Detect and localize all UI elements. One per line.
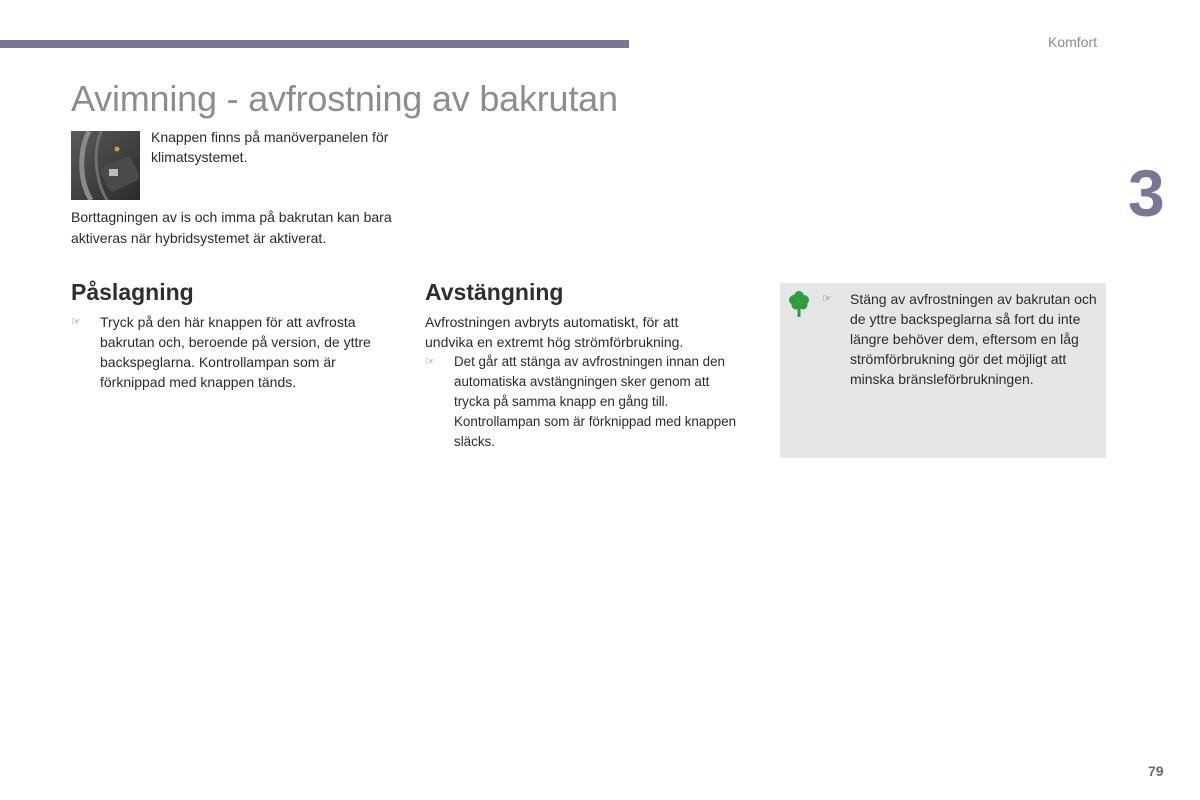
eco-tip-bullet <box>822 289 1102 389</box>
pointing-hand-icon: ☞ <box>822 293 832 305</box>
deactivation-bullet <box>425 352 745 452</box>
deactivation-heading: Avstängning <box>425 279 564 305</box>
page-title: Avimning - avfrostning av bakrutan <box>71 78 618 119</box>
chapter-number: 3 <box>1128 156 1165 230</box>
deactivation-bullet-text: Det går att stänga av avfrostningen innan den automatiska avstängningen sker genom att trycka på samma knapp en gång till. Kontrollampan som är förknippad med knappen släcks. <box>454 354 737 449</box>
eco-tip-text: Stäng av avfrostningen av bakrutan och de yttre backspeglarna så fort du inte längre behöver dem, eftersom en låg strömförbrukning gör det möjligt att minska bränsleförbrukningen. <box>850 291 1097 387</box>
header-accent-bar <box>0 40 629 48</box>
activation-heading: Påslagning <box>71 279 194 305</box>
defrost-button-photo <box>71 131 140 200</box>
tree-icon <box>788 291 810 317</box>
activation-bullet <box>71 312 401 392</box>
section-title: Komfort <box>1048 34 1098 50</box>
eco-tip-box <box>780 283 1106 458</box>
page-number: 79 <box>1148 763 1164 779</box>
activation-bullet-text: Tryck på den här knappen för att avfrosta bakrutan och, beroende på version, de yttre backspeglarna. Kontrollampan som är förknippad med knappen tänds. <box>100 314 371 390</box>
deactivation-intro: Avfrostningen avbryts automatiskt, för att undvika en extremt hög strömförbrukning. <box>425 314 684 350</box>
pointing-hand-icon: ☞ <box>425 356 435 368</box>
photo-caption: Knappen finns på manöverpanelen för klimatsystemet. <box>151 129 389 165</box>
intro-paragraph: Borttagningen av is och imma på bakrutan kan bara aktiveras när hybridsystemet är aktiverat. <box>71 209 392 246</box>
pointing-hand-icon: ☞ <box>71 316 81 328</box>
